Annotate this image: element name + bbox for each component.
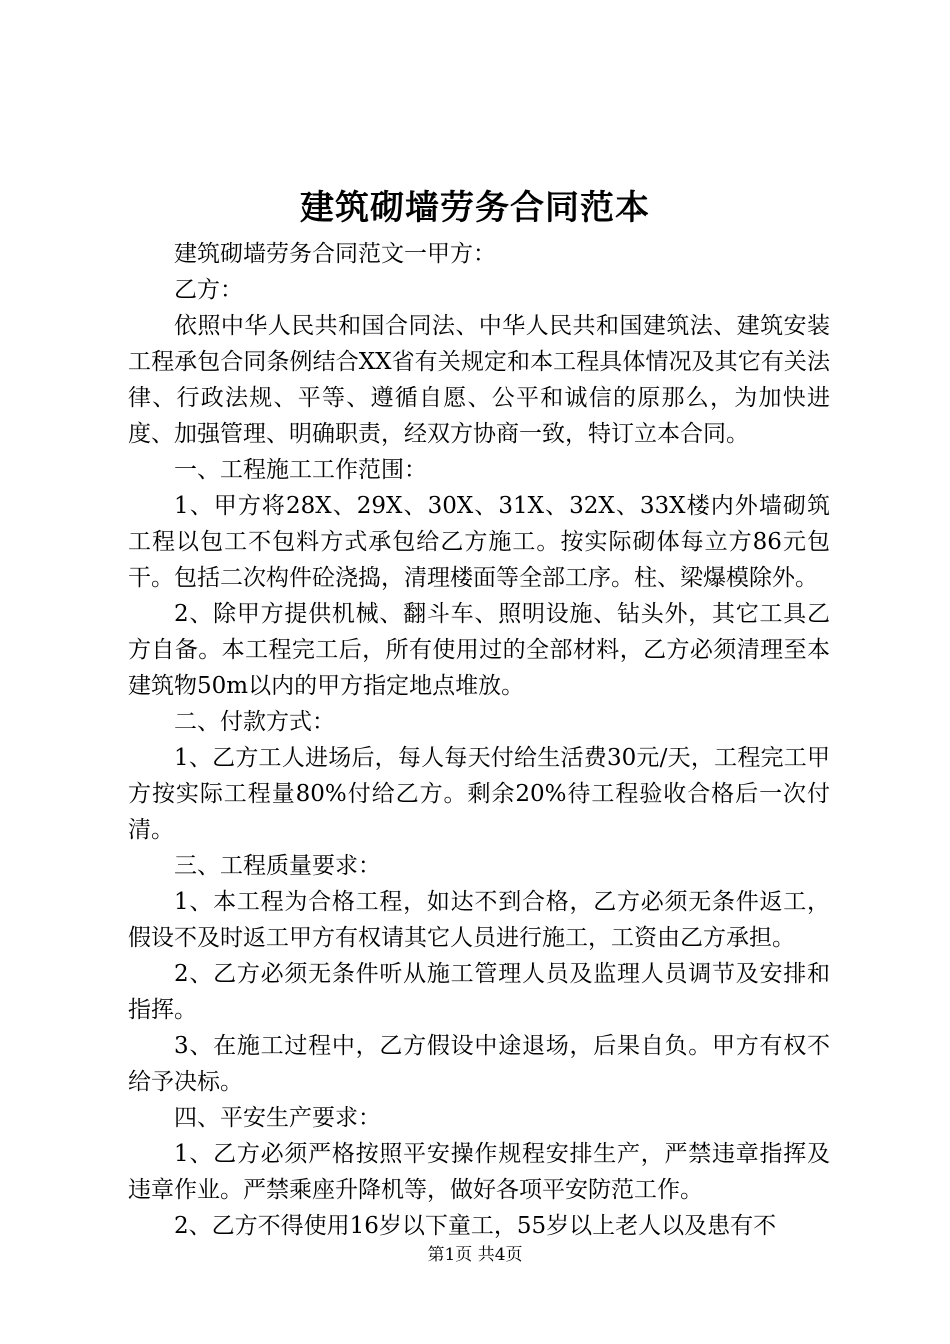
document-title: 建筑砌墙劳务合同范本 [300,188,650,228]
section-heading: 二、付款方式： [174,709,335,735]
paragraph: 3、在施工过程中，乙方假设中途退场，后果自负。甲方有权不给予决标。 [128,1033,830,1095]
paragraph: 1、甲方将28X、29X、30X、31X、32X、33X楼内外墙砌筑工程以包工不包料方式承包给乙方施工。按实际砌体每立方86元包干。包括二次构件砼浇捣，清理楼面等全部工序。柱、梁爆模除外。 [128,493,830,591]
paragraph: 依照中华人民共和国合同法、中华人民共和国建筑法、建筑安装工程承包合同条例结合XX省有关规定和本工程具体情况及其它有关法律、行政法规、平等、遵循自愿、公平和诚信的原那么，为加快进度、加强管理、明确职责，经双方协商一致，特订立本合同。 [128,313,830,447]
section-heading: 三、工程质量要求： [174,853,381,879]
paragraph: 1、乙方工人进场后，每人每天付给生活费30元/天，工程完工甲方按实际工程量80%付给乙方。剩余20%待工程验收合格后一次付清。 [128,745,830,843]
paragraph: 2、乙方必须无条件听从施工管理人员及监理人员调节及安排和指挥。 [128,961,830,1023]
document-body [128,236,830,1244]
paragraph: 建筑砌墙劳务合同范文一甲方： [174,241,496,267]
section-heading: 一、工程施工工作范围： [174,457,427,483]
paragraph: 2、乙方不得使用16岁以下童工，55岁以上老人以及患有不 [174,1213,777,1239]
section-heading: 四、平安生产要求： [174,1105,381,1131]
paragraph: 1、乙方必须严格按照平安操作规程安排生产，严禁违章指挥及违章作业。严禁乘座升降机等，做好各项平安防范工作。 [128,1141,830,1203]
paragraph: 1、本工程为合格工程，如达不到合格，乙方必须无条件返工，假设不及时返工甲方有权请其它人员进行施工，工资由乙方承担。 [128,889,830,951]
page-footer: 第1页 共4页 [427,1245,523,1265]
paragraph: 乙方： [174,277,243,303]
paragraph: 2、除甲方提供机械、翻斗车、照明设施、钻头外，其它工具乙方自备。本工程完工后，所有使用过的全部材料，乙方必须清理至本建筑物50m以内的甲方指定地点堆放。 [128,601,830,699]
